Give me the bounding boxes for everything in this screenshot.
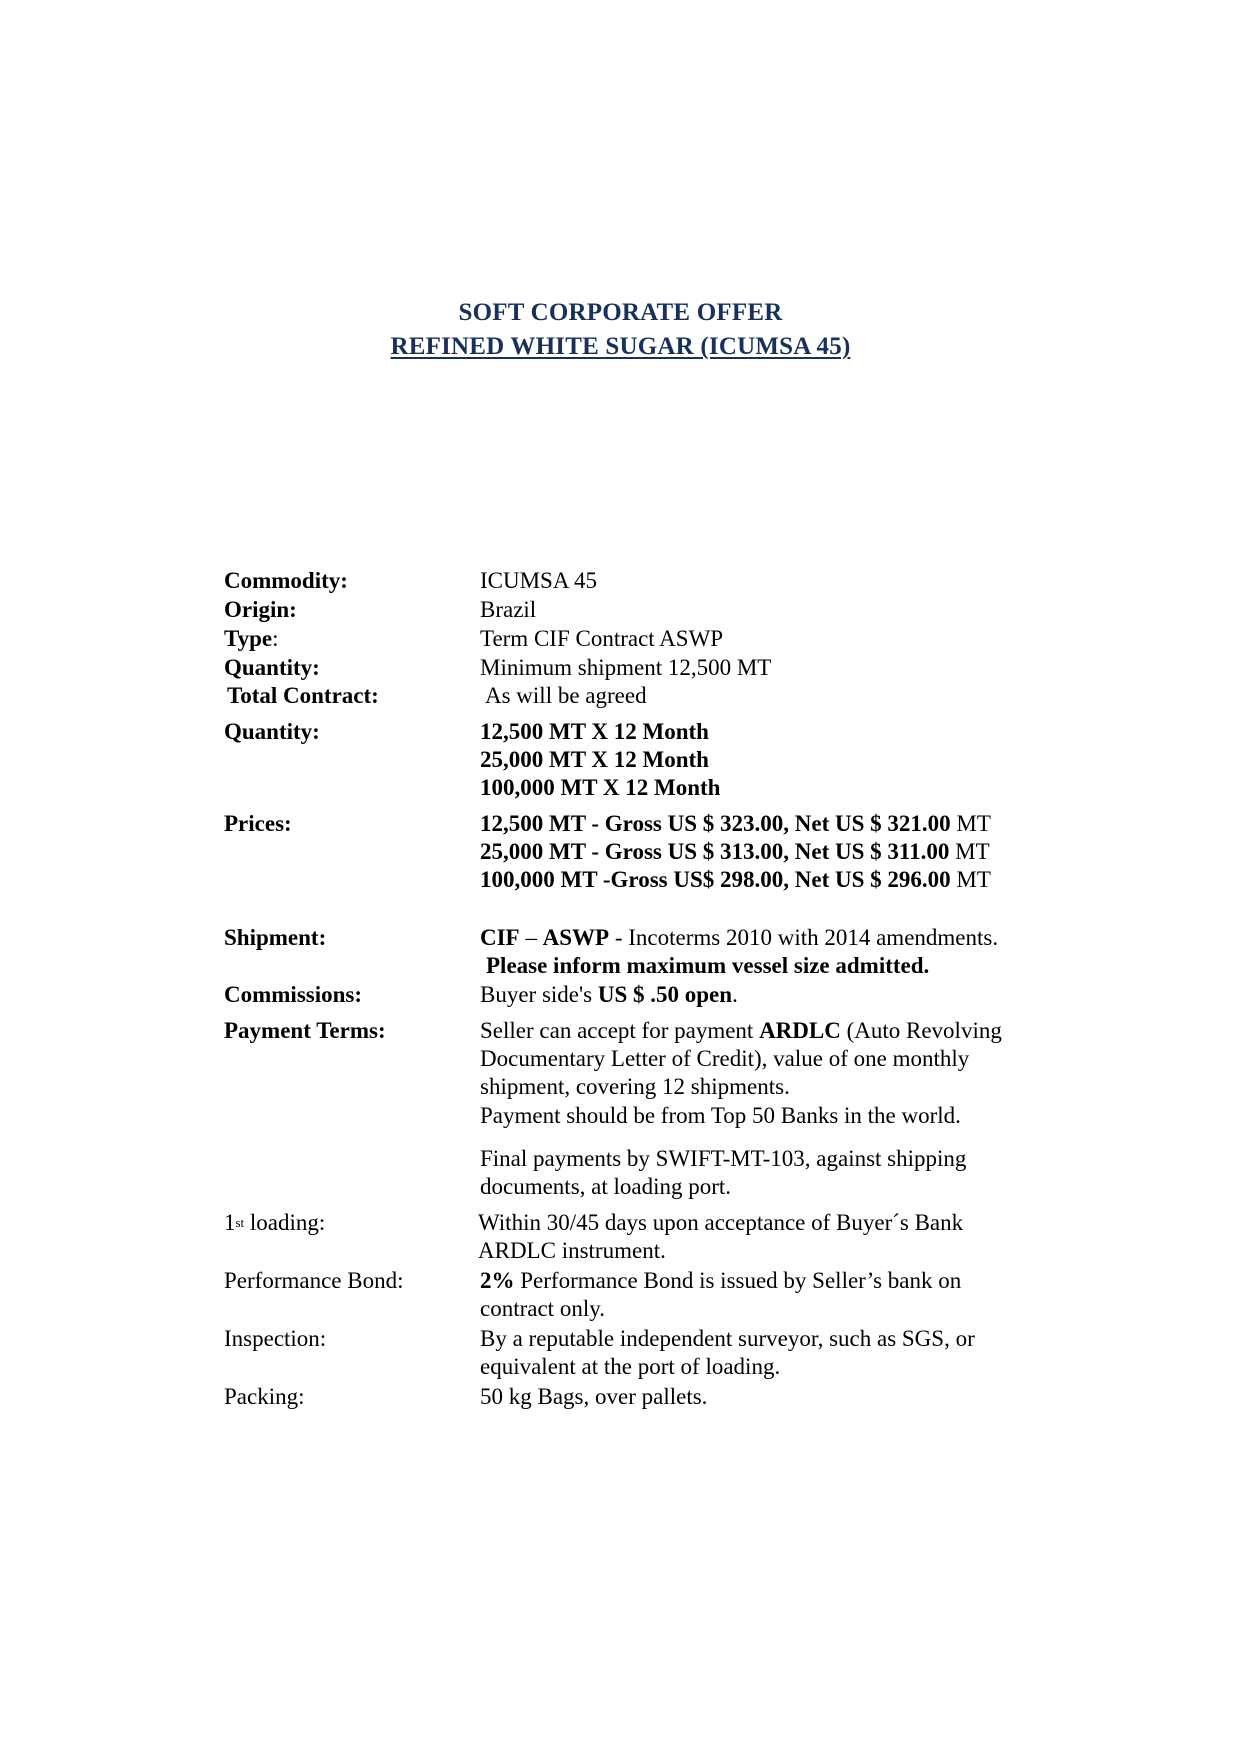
product-title: REFINED WHITE SUGAR (ICUMSA 45) <box>390 333 851 360</box>
quantity-tier: 12,500 MT X 12 Month <box>480 719 709 744</box>
inspection-line: equivalent at the port of loading. <box>480 1354 781 1379</box>
first-loading-line: Within 30/45 days upon acceptance of Buyer´s Bank <box>478 1210 964 1235</box>
prices-label: Prices: <box>224 811 292 836</box>
payment-terms-line: Seller can accept for payment ARDLC (Auto Revolving <box>480 1018 1002 1043</box>
type-label: Type: <box>224 626 279 651</box>
price-row: 12,500 MT - Gross US $ 323.00, Net US $ 321.00 MT <box>480 811 991 836</box>
performance-bond-line: contract only. <box>480 1296 605 1321</box>
quantity-tier: 100,000 MT X 12 Month <box>480 775 721 800</box>
total-contract-label: Total Contract: <box>227 683 379 708</box>
shipment-value: CIF – ASWP - Incoterms 2010 with 2014 amendments. <box>480 925 999 950</box>
payment-terms-line: documents, at loading port. <box>480 1174 732 1199</box>
payment-terms-line: shipment, covering 12 shipments. <box>480 1074 790 1099</box>
quantity-min-value: Minimum shipment 12,500 MT <box>480 655 772 680</box>
type-value: Term CIF Contract ASWP <box>480 626 724 651</box>
offer-title: SOFT CORPORATE OFFER <box>458 299 783 326</box>
origin-value: Brazil <box>480 597 537 622</box>
origin-label: Origin: <box>224 597 297 622</box>
first-loading-line: ARDLC instrument. <box>478 1238 666 1263</box>
inspection-label: Inspection: <box>224 1326 327 1351</box>
payment-terms-line: Final payments by SWIFT-MT-103, against shipping <box>480 1146 967 1171</box>
commissions-value: Buyer side's US $ .50 open. <box>480 982 738 1007</box>
inspection-line: By a reputable independent surveyor, such as SGS, or <box>480 1326 975 1351</box>
packing-value: 50 kg Bags, over pallets. <box>480 1384 708 1409</box>
quantity-label: Quantity: <box>224 719 320 744</box>
shipment-label: Shipment: <box>224 925 327 950</box>
price-row: 25,000 MT - Gross US $ 313.00, Net US $ 311.00 MT <box>480 839 990 864</box>
shipment-note: Please inform maximum vessel size admitted. <box>486 953 930 978</box>
quantity-tier: 25,000 MT X 12 Month <box>480 747 709 772</box>
quantity-min-label: Quantity: <box>224 655 320 680</box>
payment-terms-line: Payment should be from Top 50 Banks in the world. <box>480 1103 961 1128</box>
payment-terms-line: Documentary Letter of Credit), value of one monthly <box>480 1046 970 1071</box>
first-loading-label: 1st loading: <box>224 1210 326 1235</box>
total-contract-value: As will be agreed <box>485 683 647 708</box>
performance-bond-label: Performance Bond: <box>224 1268 404 1293</box>
commissions-label: Commissions: <box>224 982 363 1007</box>
commodity-value: ICUMSA 45 <box>480 568 597 593</box>
packing-label: Packing: <box>224 1384 305 1409</box>
payment-terms-label: Payment Terms: <box>224 1018 386 1043</box>
performance-bond-line: 2% Performance Bond is issued by Seller’s bank on <box>480 1268 962 1293</box>
price-row: 100,000 MT -Gross US$ 298.00, Net US $ 296.00 MT <box>480 867 991 892</box>
commodity-label: Commodity: <box>224 568 348 593</box>
